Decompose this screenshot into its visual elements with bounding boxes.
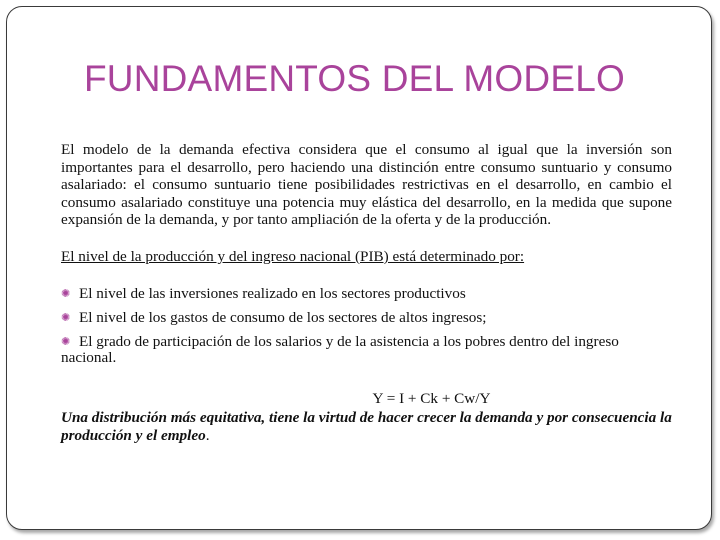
bullet-item xyxy=(61,285,672,304)
conclusion xyxy=(61,409,672,444)
bullet-list xyxy=(61,285,672,366)
bullet-text: El nivel de los gastos de consumo de los sectores de altos ingresos; xyxy=(79,309,487,327)
bullet-item xyxy=(61,334,672,366)
formula: Y = I + Ck + Cw/Y xyxy=(372,389,491,407)
subheading: El nivel de la producción y del ingreso nacional (PIB) está determinado por: xyxy=(61,247,525,265)
sparkle-bullet-icon: ✺ xyxy=(61,287,71,300)
bullet-text: El nivel de las inversiones realizado en los sectores productivos xyxy=(79,284,466,302)
bullet-item xyxy=(61,309,672,328)
sparkle-bullet-icon: ✺ xyxy=(61,335,71,348)
conclusion-tail: . xyxy=(205,426,210,444)
sparkle-bullet-icon: ✺ xyxy=(61,312,71,325)
slide-title: FUNDAMENTOS DEL MODELO xyxy=(84,58,625,99)
conclusion-text: Una distribución más equitativa, tiene la virtud de hacer crecer la demanda y por consecuencia la producción y el empleo xyxy=(61,409,672,444)
bullet-text: El grado de participación de los salarios y de la asistencia a los pobres dentro del ingreso nacional. xyxy=(61,332,619,366)
slide-content xyxy=(61,141,672,445)
intro-paragraph: El modelo de la demanda efectiva considera que el consumo al igual que la inversión son importantes para el desarrollo, pero haciendo una distinción entre consumo suntuario y consumo asalariado: el consumo suntuario tiene posibilidades restrictivas en el desarrollo, en cambio el consumo asalariado constituye una potencia muy elástica del desarrollo, en la medida que supone expansión de la demanda, y por tanto ampliación de la oferta y de la producción. xyxy=(61,141,672,229)
